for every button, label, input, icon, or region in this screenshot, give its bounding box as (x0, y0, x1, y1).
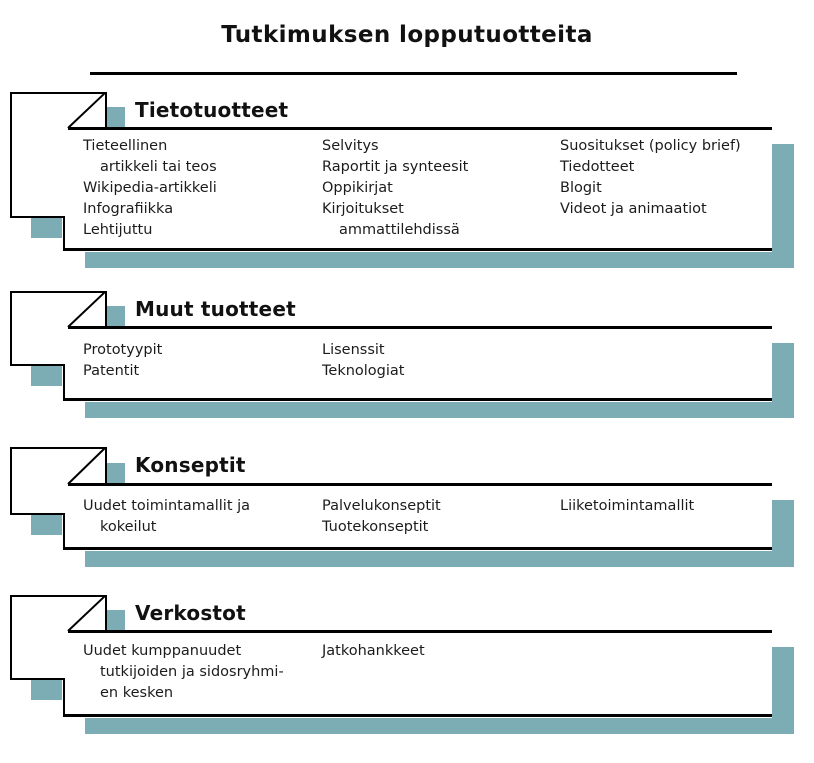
section-column (83, 641, 284, 704)
section-title: Konseptit (135, 453, 246, 477)
section-item: tutkijoiden ja sidosryhmi- (100, 664, 284, 680)
section-item: kokeilut (100, 519, 157, 535)
section-deco-left-line (10, 595, 12, 678)
section-corner-teal-square (107, 306, 125, 326)
section-item: Tuotekonseptit (322, 519, 429, 535)
section-item: Videot ja animaatiot (560, 201, 707, 217)
section-item: Blogit (560, 180, 602, 196)
section-item: artikkeli tai teos (100, 159, 217, 175)
section-hook-teal-square (31, 515, 62, 535)
title-underline (90, 72, 737, 75)
section-column (83, 136, 217, 241)
section-deco-left-line (10, 447, 12, 513)
section-item: Jatkohankkeet (322, 643, 425, 659)
section-deco-top-line (10, 447, 107, 449)
section-item: Liiketoimintamallit (560, 498, 695, 514)
section-hook-vertical-line (63, 513, 65, 550)
section-bottom-rule (63, 398, 772, 401)
section-hook-teal-square (31, 218, 62, 238)
section-corner-diagonal-line (67, 92, 105, 128)
section-hook-teal-square (31, 366, 62, 386)
section-deco-top-line (10, 92, 107, 94)
section-title: Tietotuotteet (135, 97, 289, 122)
section-top-rule (68, 630, 772, 633)
section-column (322, 641, 425, 662)
section-item: Uudet toimintamallit ja (83, 498, 251, 514)
section-deco-top-line (10, 291, 107, 293)
section-corner-teal-square (107, 610, 125, 630)
section-item: Tieteellinen (83, 138, 168, 154)
section-item: Raportit ja synteesit (322, 159, 469, 175)
section-item: Wikipedia-artikkeli (83, 180, 217, 196)
section-bottom-rule (63, 714, 772, 717)
section-item: Teknologiat (322, 363, 405, 379)
section-deco-left-line (10, 92, 12, 216)
section-bottom-rule (63, 248, 772, 251)
section-hook-vertical-line (63, 678, 65, 717)
section-corner-diagonal-line (67, 291, 105, 327)
section-item: Suositukset (policy brief) (560, 138, 741, 154)
section-column (322, 340, 404, 382)
section-item: Palvelukonseptit (322, 498, 441, 514)
section-item: Lehtijuttu (83, 222, 153, 238)
section-hook-vertical-line (63, 216, 65, 251)
section-corner-diagonal-line (67, 447, 105, 484)
section-hook-vertical-line (63, 364, 65, 401)
section-item: Oppikirjat (322, 180, 393, 196)
section-item: Patentit (83, 363, 140, 379)
section-top-rule (68, 483, 772, 486)
section-teal-bottom-band (85, 252, 794, 268)
section-teal-bottom-band (85, 402, 794, 418)
section-teal-bottom-band (85, 551, 794, 567)
section-column (83, 340, 162, 382)
section-title: Verkostot (135, 600, 246, 625)
section-item: Kirjoitukset (322, 201, 404, 217)
section-corner-teal-square (107, 107, 125, 127)
section-hook-teal-square (31, 680, 62, 700)
page-title: Tutkimuksen lopputuotteita (221, 22, 593, 48)
section-bottom-rule (63, 547, 772, 550)
section-top-rule (68, 326, 772, 329)
section-teal-right-band (772, 144, 794, 268)
section-item: Infografiikka (83, 201, 174, 217)
section-column (322, 496, 441, 538)
section-corner-teal-square (107, 463, 125, 483)
section-title: Muut tuotteet (135, 296, 296, 321)
section-deco-left-line (10, 291, 12, 364)
section-corner-diagonal-line (67, 595, 105, 631)
section-item: Tiedotteet (560, 159, 635, 175)
section-item: ammattilehdissä (339, 222, 460, 238)
section-teal-bottom-band (85, 718, 794, 734)
section-item: Uudet kumppanuudet (83, 643, 242, 659)
section-column (322, 136, 468, 241)
section-item: en kesken (100, 685, 174, 701)
section-item: Selvitys (322, 138, 379, 154)
section-column (560, 496, 694, 517)
section-item: Prototyypit (83, 342, 163, 358)
section-top-rule (68, 127, 772, 130)
section-deco-top-line (10, 595, 107, 597)
section-column (83, 496, 250, 538)
section-column (560, 136, 741, 220)
section-item: Lisenssit (322, 342, 385, 358)
